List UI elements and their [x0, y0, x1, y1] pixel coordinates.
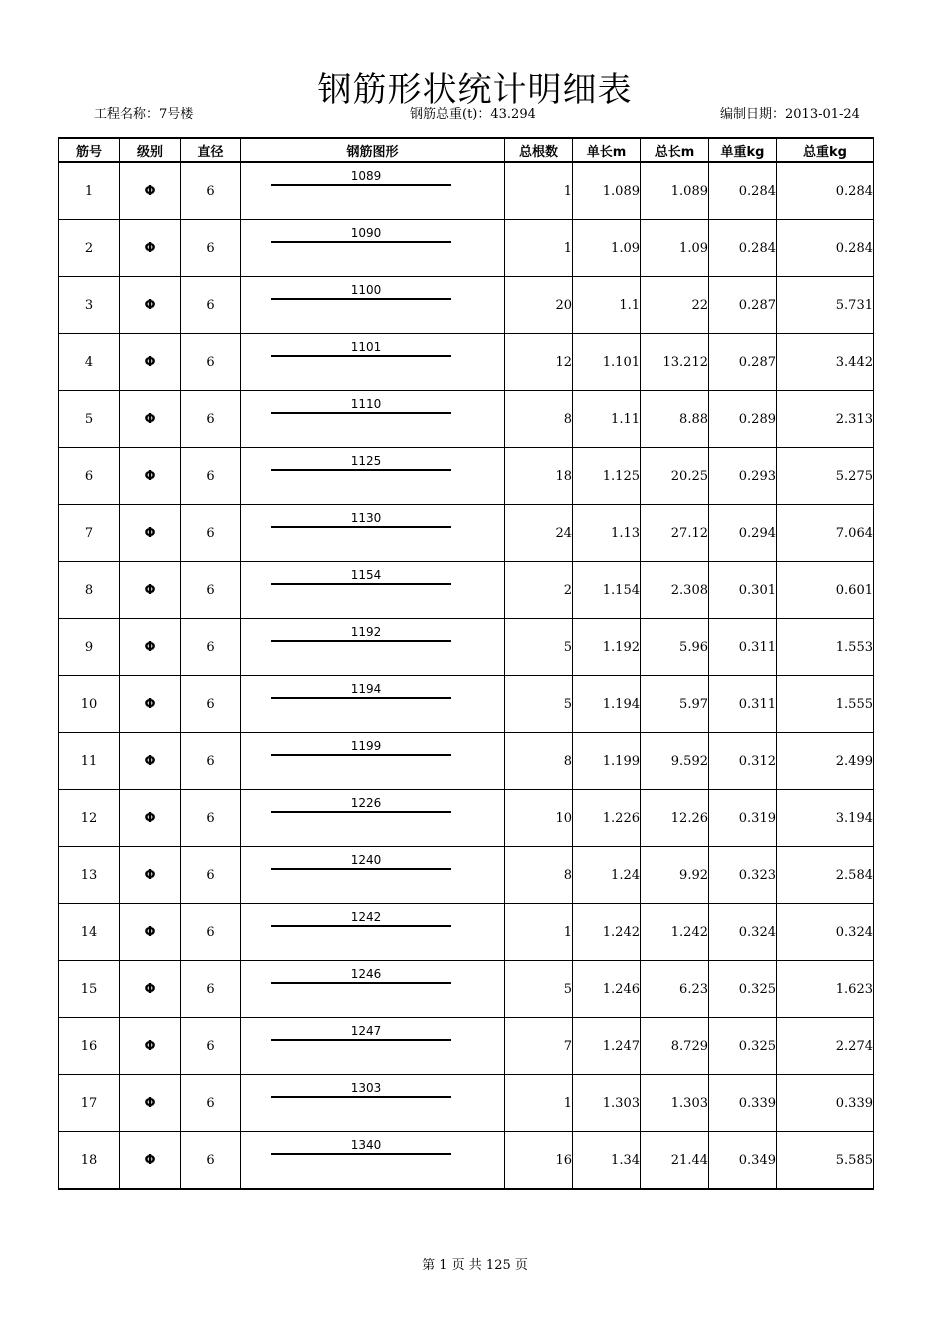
unit-length: 1.247 — [573, 1018, 641, 1075]
table-row — [59, 562, 874, 619]
steel-grade: Φ — [120, 1018, 181, 1075]
unit-length: 1.246 — [573, 961, 641, 1018]
steel-grade: Φ — [120, 391, 181, 448]
rebar-table — [58, 137, 874, 1190]
header-bar-no: 筋号 — [59, 138, 120, 162]
table-row — [59, 847, 874, 904]
shape-length-label: 1242 — [350, 910, 382, 924]
bar-number: 1 — [59, 162, 120, 220]
bar-count: 5 — [505, 619, 573, 676]
steel-grade: Φ — [120, 961, 181, 1018]
bar-count: 16 — [505, 1132, 573, 1190]
total-weight-cell: 1.553 — [777, 619, 874, 676]
steel-grade: Φ — [120, 1075, 181, 1132]
bar-count: 1 — [505, 904, 573, 961]
table-row — [59, 733, 874, 790]
straight-bar-line — [271, 526, 451, 528]
straight-bar-line — [271, 583, 451, 585]
total-weight: 钢筋总重(t)：43.294 — [410, 107, 536, 122]
steel-grade: Φ — [120, 676, 181, 733]
unit-length: 1.226 — [573, 790, 641, 847]
shape-length-label: 1090 — [350, 226, 382, 240]
header-unit-weight: 单重kg — [709, 138, 777, 162]
bar-shape — [241, 334, 505, 391]
project-name: 工程名称：7号楼 — [94, 107, 194, 122]
header-count: 总根数 — [505, 138, 573, 162]
straight-bar-line — [271, 184, 451, 186]
bar-diameter: 6 — [181, 562, 241, 619]
table-row — [59, 277, 874, 334]
bar-diameter: 6 — [181, 220, 241, 277]
total-weight-cell: 0.324 — [777, 904, 874, 961]
header-total-weight: 总重kg — [777, 138, 874, 162]
steel-grade: Φ — [120, 733, 181, 790]
total-length: 1.242 — [641, 904, 709, 961]
total-weight-cell: 5.275 — [777, 448, 874, 505]
bar-shape — [241, 961, 505, 1018]
table-row — [59, 1132, 874, 1190]
unit-weight: 0.287 — [709, 334, 777, 391]
total-length: 8.88 — [641, 391, 709, 448]
bar-diameter: 6 — [181, 904, 241, 961]
bar-shape — [241, 505, 505, 562]
unit-weight: 0.312 — [709, 733, 777, 790]
shape-length-label: 1240 — [350, 853, 382, 867]
table-row — [59, 1075, 874, 1132]
steel-grade: Φ — [120, 220, 181, 277]
bar-shape — [241, 562, 505, 619]
bar-shape — [241, 1075, 505, 1132]
unit-weight: 0.324 — [709, 904, 777, 961]
total-length: 1.09 — [641, 220, 709, 277]
total-length: 1.303 — [641, 1075, 709, 1132]
unit-weight: 0.289 — [709, 391, 777, 448]
bar-count: 24 — [505, 505, 573, 562]
table-row — [59, 790, 874, 847]
straight-bar-line — [271, 754, 451, 756]
bar-diameter: 6 — [181, 790, 241, 847]
bar-number: 9 — [59, 619, 120, 676]
straight-bar-line — [271, 811, 451, 813]
header-diameter: 直径 — [181, 138, 241, 162]
shape-length-label: 1154 — [350, 568, 382, 582]
shape-length-label: 1303 — [350, 1081, 382, 1095]
total-weight-cell: 2.313 — [777, 391, 874, 448]
unit-length: 1.089 — [573, 162, 641, 220]
straight-bar-line — [271, 640, 451, 642]
shape-length-label: 1101 — [350, 340, 382, 354]
bar-count: 2 — [505, 562, 573, 619]
total-weight-cell: 0.601 — [777, 562, 874, 619]
bar-diameter: 6 — [181, 505, 241, 562]
total-weight-cell: 3.442 — [777, 334, 874, 391]
bar-diameter: 6 — [181, 162, 241, 220]
total-weight-cell: 1.623 — [777, 961, 874, 1018]
unit-weight: 0.284 — [709, 220, 777, 277]
bar-shape — [241, 448, 505, 505]
bar-diameter: 6 — [181, 847, 241, 904]
total-weight-cell: 0.284 — [777, 162, 874, 220]
bar-number: 7 — [59, 505, 120, 562]
steel-grade: Φ — [120, 162, 181, 220]
steel-grade: Φ — [120, 790, 181, 847]
table-row — [59, 676, 874, 733]
bar-count: 1 — [505, 1075, 573, 1132]
straight-bar-line — [271, 1039, 451, 1041]
unit-length: 1.11 — [573, 391, 641, 448]
shape-length-label: 1125 — [350, 454, 382, 468]
shape-length-label: 1199 — [350, 739, 382, 753]
total-length: 6.23 — [641, 961, 709, 1018]
bar-count: 20 — [505, 277, 573, 334]
shape-length-label: 1100 — [350, 283, 382, 297]
bar-count: 12 — [505, 334, 573, 391]
unit-weight: 0.349 — [709, 1132, 777, 1190]
bar-shape — [241, 220, 505, 277]
unit-length: 1.24 — [573, 847, 641, 904]
total-weight-cell: 5.731 — [777, 277, 874, 334]
unit-length: 1.101 — [573, 334, 641, 391]
bar-diameter: 6 — [181, 1132, 241, 1190]
shape-length-label: 1130 — [350, 511, 382, 525]
total-length: 9.592 — [641, 733, 709, 790]
unit-length: 1.154 — [573, 562, 641, 619]
unit-length: 1.199 — [573, 733, 641, 790]
straight-bar-line — [271, 868, 451, 870]
table-row — [59, 391, 874, 448]
header-total-length: 总长m — [641, 138, 709, 162]
unit-length: 1.1 — [573, 277, 641, 334]
bar-shape — [241, 1018, 505, 1075]
steel-grade: Φ — [120, 334, 181, 391]
bar-number: 16 — [59, 1018, 120, 1075]
bar-number: 2 — [59, 220, 120, 277]
total-length: 5.96 — [641, 619, 709, 676]
bar-number: 6 — [59, 448, 120, 505]
unit-length: 1.192 — [573, 619, 641, 676]
page-title: 钢筋形状统计明细表 — [317, 70, 633, 110]
shape-length-label: 1247 — [350, 1024, 382, 1038]
bar-diameter: 6 — [181, 961, 241, 1018]
unit-weight: 0.325 — [709, 961, 777, 1018]
total-length: 2.308 — [641, 562, 709, 619]
header-row — [59, 138, 874, 162]
table-row — [59, 162, 874, 220]
unit-weight: 0.325 — [709, 1018, 777, 1075]
unit-length: 1.242 — [573, 904, 641, 961]
bar-number: 12 — [59, 790, 120, 847]
unit-length: 1.303 — [573, 1075, 641, 1132]
straight-bar-line — [271, 697, 451, 699]
unit-length: 1.13 — [573, 505, 641, 562]
bar-number: 15 — [59, 961, 120, 1018]
shape-length-label: 1194 — [350, 682, 382, 696]
bar-number: 14 — [59, 904, 120, 961]
bar-count: 10 — [505, 790, 573, 847]
bar-diameter: 6 — [181, 277, 241, 334]
bar-count: 5 — [505, 676, 573, 733]
compile-date: 编制日期：2013-01-24 — [720, 107, 860, 122]
shape-length-label: 1089 — [350, 169, 382, 183]
unit-weight: 0.311 — [709, 676, 777, 733]
steel-grade: Φ — [120, 562, 181, 619]
bar-count: 1 — [505, 220, 573, 277]
bar-shape — [241, 790, 505, 847]
total-length: 9.92 — [641, 847, 709, 904]
total-length: 12.26 — [641, 790, 709, 847]
unit-weight: 0.301 — [709, 562, 777, 619]
bar-shape — [241, 277, 505, 334]
unit-length: 1.125 — [573, 448, 641, 505]
bar-number: 5 — [59, 391, 120, 448]
bar-diameter: 6 — [181, 733, 241, 790]
bar-shape — [241, 1132, 505, 1190]
unit-weight: 0.294 — [709, 505, 777, 562]
total-weight-cell: 2.274 — [777, 1018, 874, 1075]
total-weight-cell: 0.284 — [777, 220, 874, 277]
unit-weight: 0.311 — [709, 619, 777, 676]
steel-grade: Φ — [120, 448, 181, 505]
total-weight-cell: 2.584 — [777, 847, 874, 904]
unit-length: 1.09 — [573, 220, 641, 277]
total-weight-cell: 7.064 — [777, 505, 874, 562]
total-length: 22 — [641, 277, 709, 334]
steel-grade: Φ — [120, 619, 181, 676]
straight-bar-line — [271, 925, 451, 927]
steel-grade: Φ — [120, 505, 181, 562]
total-weight-cell: 5.585 — [777, 1132, 874, 1190]
bar-shape — [241, 847, 505, 904]
bar-shape — [241, 619, 505, 676]
total-length: 8.729 — [641, 1018, 709, 1075]
shape-length-label: 1246 — [350, 967, 382, 981]
bar-count: 1 — [505, 162, 573, 220]
unit-weight: 0.284 — [709, 162, 777, 220]
bar-count: 8 — [505, 847, 573, 904]
unit-weight: 0.319 — [709, 790, 777, 847]
bar-count: 8 — [505, 733, 573, 790]
total-length: 21.44 — [641, 1132, 709, 1190]
straight-bar-line — [271, 1153, 451, 1155]
bar-number: 4 — [59, 334, 120, 391]
steel-grade: Φ — [120, 847, 181, 904]
table-row — [59, 961, 874, 1018]
unit-length: 1.194 — [573, 676, 641, 733]
unit-weight: 0.287 — [709, 277, 777, 334]
bar-shape — [241, 676, 505, 733]
bar-shape — [241, 904, 505, 961]
bar-number: 18 — [59, 1132, 120, 1190]
shape-length-label: 1340 — [350, 1138, 382, 1152]
bar-diameter: 6 — [181, 1075, 241, 1132]
total-weight-cell: 2.499 — [777, 733, 874, 790]
bar-diameter: 6 — [181, 334, 241, 391]
header-grade: 级别 — [120, 138, 181, 162]
total-weight-cell: 1.555 — [777, 676, 874, 733]
straight-bar-line — [271, 1096, 451, 1098]
straight-bar-line — [271, 355, 451, 357]
table-row — [59, 334, 874, 391]
bar-diameter: 6 — [181, 391, 241, 448]
bar-shape — [241, 391, 505, 448]
bar-count: 18 — [505, 448, 573, 505]
unit-length: 1.34 — [573, 1132, 641, 1190]
total-weight-cell: 0.339 — [777, 1075, 874, 1132]
total-length: 27.12 — [641, 505, 709, 562]
bar-number: 17 — [59, 1075, 120, 1132]
bar-count: 5 — [505, 961, 573, 1018]
header-unit-length: 单长m — [573, 138, 641, 162]
steel-grade: Φ — [120, 904, 181, 961]
page-footer: 第 1 页 共 125 页 — [422, 1258, 528, 1273]
bar-diameter: 6 — [181, 1018, 241, 1075]
shape-length-label: 1226 — [350, 796, 382, 810]
table-row — [59, 448, 874, 505]
bar-shape — [241, 733, 505, 790]
bar-count: 8 — [505, 391, 573, 448]
table-row — [59, 220, 874, 277]
straight-bar-line — [271, 412, 451, 414]
bar-diameter: 6 — [181, 619, 241, 676]
unit-weight: 0.293 — [709, 448, 777, 505]
header-shape: 钢筋图形 — [241, 138, 505, 162]
total-length: 1.089 — [641, 162, 709, 220]
total-length: 5.97 — [641, 676, 709, 733]
shape-length-label: 1110 — [350, 397, 382, 411]
bar-diameter: 6 — [181, 676, 241, 733]
straight-bar-line — [271, 982, 451, 984]
straight-bar-line — [271, 469, 451, 471]
bar-number: 8 — [59, 562, 120, 619]
bar-count: 7 — [505, 1018, 573, 1075]
total-length: 13.212 — [641, 334, 709, 391]
total-weight-cell: 3.194 — [777, 790, 874, 847]
bar-number: 3 — [59, 277, 120, 334]
bar-number: 11 — [59, 733, 120, 790]
unit-weight: 0.323 — [709, 847, 777, 904]
bar-number: 13 — [59, 847, 120, 904]
table-row — [59, 505, 874, 562]
table-row — [59, 1018, 874, 1075]
straight-bar-line — [271, 298, 451, 300]
steel-grade: Φ — [120, 277, 181, 334]
table-row — [59, 619, 874, 676]
bar-diameter: 6 — [181, 448, 241, 505]
bar-number: 10 — [59, 676, 120, 733]
total-length: 20.25 — [641, 448, 709, 505]
steel-grade: Φ — [120, 1132, 181, 1190]
bar-shape — [241, 162, 505, 220]
straight-bar-line — [271, 241, 451, 243]
shape-length-label: 1192 — [350, 625, 382, 639]
table-row — [59, 904, 874, 961]
unit-weight: 0.339 — [709, 1075, 777, 1132]
